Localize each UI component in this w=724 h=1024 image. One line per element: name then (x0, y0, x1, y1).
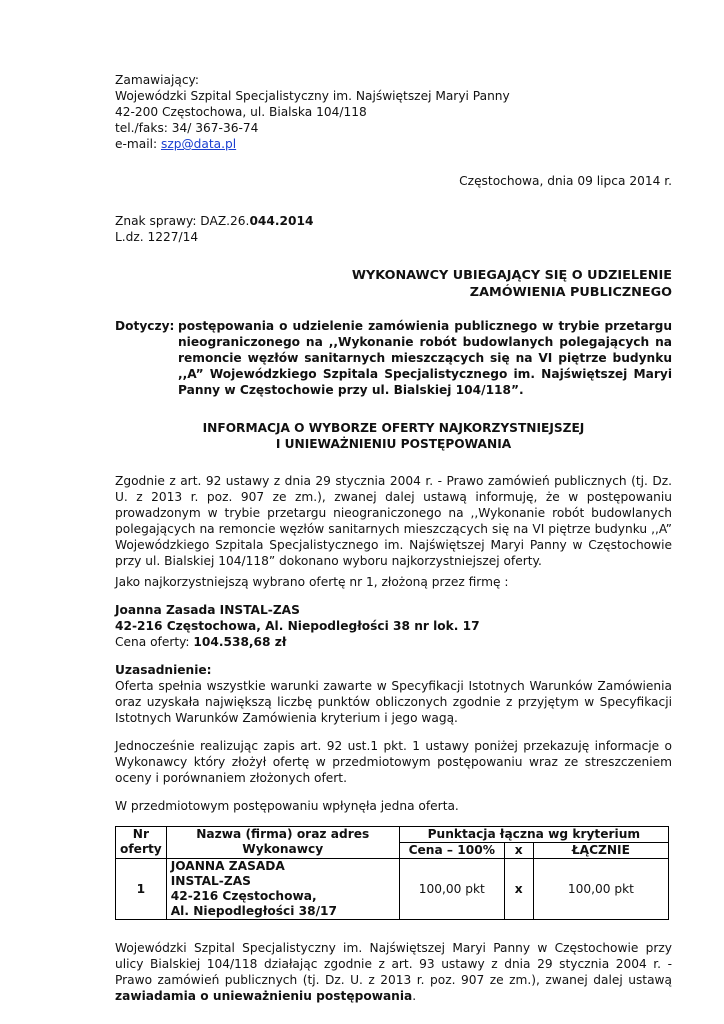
winner-price-line (115, 634, 672, 650)
col-score: Punktacja łączna wg kryterium (399, 827, 668, 843)
case-reference (115, 213, 672, 245)
paragraph-offer-count: W przedmiotowym postępowaniu wpłynęła jedna oferta. (115, 799, 459, 813)
orderer-phone: tel./faks: 34/ 367-36-74 (115, 121, 259, 135)
cell-price-points: 100,00 pkt (399, 859, 504, 920)
offers-table (115, 826, 669, 920)
case-ref-label: Znak sprawy: DAZ.26. (115, 214, 250, 228)
justification-block (115, 662, 672, 726)
price-label: Cena oferty: (115, 635, 190, 649)
closing-text: Wojewódzki Szpital Specjalistyczny im. Najświętszej Maryi Panny w Częstochowie przy ulicy Bialskiej 104/118 działając zgodnie z art. 93 ustawy z dnia 29 stycznia 2004 r. - Prawo zamówień publicznych (tj. Dz. U. z 2013 r. poz. 907 ze zm.), zwanej dalej ustawą (115, 941, 672, 987)
col-nr: Nr oferty (116, 827, 167, 859)
title-line-2: ZAMÓWIENIA PUBLICZNEGO (469, 285, 672, 300)
table-header-row-1 (116, 827, 669, 843)
col-price: Cena – 100% (399, 843, 504, 859)
col-total: ŁĄCZNIE (533, 843, 668, 859)
orderer-address: 42-200 Częstochowa, ul. Bialska 104/118 (115, 105, 367, 119)
subject-block (115, 318, 672, 398)
document-title (115, 267, 672, 301)
table-row (116, 859, 669, 920)
price-value: 104.538,68 zł (193, 635, 287, 649)
case-ref-number: 044.2014 (249, 214, 314, 228)
heading-line-1: INFORMACJA O WYBORZE OFERTY NAJKORZYSTNIEJSZEJ (202, 421, 585, 435)
orderer-label: Zamawiający: (115, 73, 199, 87)
col-x: x (504, 843, 533, 859)
cell-total: 100,00 pkt (533, 859, 668, 920)
col-name: Nazwa (firma) oraz adres Wykonawcy (166, 827, 399, 859)
place-date: Częstochowa, dnia 09 lipca 2014 r. (459, 174, 672, 188)
winner-block (115, 602, 672, 650)
title-line-1: WYKONAWCY UBIEGAJĄCY SIĘ O UDZIELENIE (351, 268, 672, 283)
subject-text: postępowania o udzielenie zamówienia publicznego w trybie przetargu nieograniczonego na ,,Wykonanie robót budowlanych polegających na remoncie węzłów sanitarnych mieszczących się na VI piętrze budynku ,,A” Wojewódzkiego Szpitala Specjalistycznego im. Najświętszej Maryi Panny w Częstochowie przy ul. Bialskiej 104/118”. (178, 319, 672, 397)
winner-address: 42-216 Częstochowa, Al. Niepodległości 38 nr lok. 17 (115, 619, 480, 633)
case-ref-line (115, 213, 672, 229)
closing-paragraph: Wojewódzki Szpital Specjalistyczny im. Najświętszej Maryi Panny w Częstochowie przy ulicy Bialskiej 104/118 działając zgodnie z art. 93 ustawy z dnia 29 stycznia 2004 r. - Prawo zamówień publicznych (tj. Dz. U. z 2013 r. poz. 907 ze zm.), zwanej dalej ustawą zawiadamia o unieważnieniu postępowania. (115, 941, 672, 1003)
orderer-block (115, 72, 672, 152)
section-heading (115, 420, 672, 452)
winner-name: Joanna Zasada INSTAL-ZAS (115, 603, 300, 617)
paragraph-chosen-offer: Jako najkorzystniejszą wybrano ofertę nr 1, złożoną przez firmę : (115, 575, 509, 589)
cell-name: JOANNA ZASADA INSTAL-ZAS 42-216 Częstochowa, Al. Niepodległości 38/17 (166, 859, 399, 920)
subject-label: Dotyczy: (115, 319, 175, 333)
paragraph-selection-info: Zgodnie z art. 92 ustawy z dnia 29 stycznia 2004 r. - Prawo zamówień publicznych (tj. Dz. U. z 2013 r. poz. 907 ze zm.), zwanej dalej ustawą informuję, że w postępowaniu prowadzonym w trybie przetargu nieograniczonego na ,,Wykonanie robót budowlanych polegających na remoncie węzłów sanitarnych mieszczących się na VI piętrze budynku ,,A” Wojewódzkiego Szpitala Specjalistycznego im. Najświętszej Maryi Panny w Częstochowie przy ul. Bialskiej 104/118” dokonano wyboru najkorzystniejszej oferty. (115, 474, 672, 568)
heading-line-2: I UNIEWAŻNIENIU POSTĘPOWANIA (275, 437, 512, 451)
justification-text: Oferta spełnia wszystkie warunki zawarte w Specyfikacji Istotnych Warunków Zamówienia oraz uzyskała największą liczbę punktów obliczonych zgodnie z przyjętym w Specyfikacji Istotnych Warunków Zamówienia kryterium i jego wagą. (115, 679, 672, 725)
cell-x: x (504, 859, 533, 920)
orderer-name: Wojewódzki Szpital Specjalistyczny im. Najświętszej Maryi Panny (115, 89, 510, 103)
justification-heading: Uzasadnienie: (115, 663, 212, 677)
paragraph-contractor-info: Jednocześnie realizując zapis art. 92 ust.1 pkt. 1 ustawy poniżej przekazuję informacje o Wykonawcy który złożył ofertę w przedmiotowym postępowaniu wraz ze streszczeniem oceny i porównaniem złożonych ofert. (115, 739, 672, 785)
orderer-email-line (115, 136, 672, 152)
cell-nr: 1 (116, 859, 167, 920)
email-label: e-mail: (115, 137, 158, 151)
case-ldz: L.dz. 1227/14 (115, 230, 199, 244)
closing-bold: zawiadamia o unieważnieniu postępowania (115, 989, 413, 1003)
email-link[interactable]: szp@data.pl (161, 137, 237, 151)
